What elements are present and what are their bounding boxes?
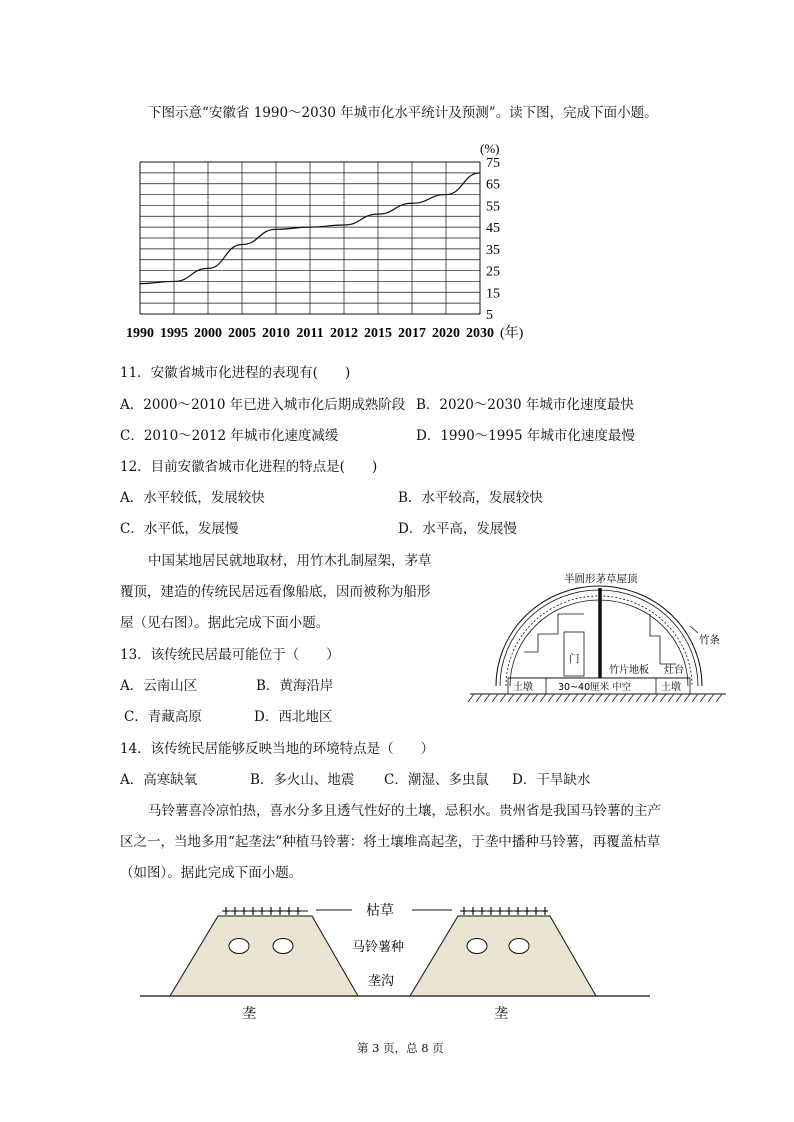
boat-house-diagram xyxy=(466,566,728,706)
q11-stem: 11．安徽省城市化进程的表现有( ) xyxy=(120,365,351,381)
y-tick-label: 45 xyxy=(486,221,500,237)
potato-passage-line-2: 区之一，当地多用“起垄法”种植马铃薯：将土壤堆高起垄，于垄中播种马铃薯，再覆盖枯草 xyxy=(120,834,661,850)
chart-intro-text: 下图示意“安徽省 1990～2030 年城市化水平统计及预测”。读下图，完成下面小题。 xyxy=(148,105,658,121)
seed-label: 马铃薯种 xyxy=(352,940,405,955)
q11-option-c[interactable]: C．2010～2012 年城市化速度减缓 xyxy=(120,428,339,444)
q13-option-b[interactable]: B．黄海沿岸 xyxy=(256,678,334,694)
straw-label: 枯草 xyxy=(366,903,394,919)
y-tick-label: 65 xyxy=(486,177,500,193)
chart-x-ticks xyxy=(126,326,494,341)
y-tick-label: 5 xyxy=(486,308,493,323)
ground-hatching xyxy=(468,694,722,702)
q11-option-a[interactable]: A．2000～2010 年已进入城市化后期成熟阶段 xyxy=(120,397,406,413)
house-passage-line-1: 中国某地居民就地取材，用竹木扎制屋架，茅草 xyxy=(148,553,432,569)
potato-passage-line-1: 马铃薯喜冷凉怕热，喜水分多且透气性好的土壤，忌积水。贵州省是我国马铃薯的主产 xyxy=(148,803,661,819)
urbanization-chart xyxy=(112,138,532,343)
ridge-right-label: 垄 xyxy=(494,1006,508,1022)
house-passage-line-3: 屋（见右图）。据此完成下面小题。 xyxy=(120,615,330,631)
q12-option-c[interactable]: C．水平低，发展慢 xyxy=(120,521,239,537)
chart-y-ticks xyxy=(486,156,500,323)
q13-option-d[interactable]: D．西北地区 xyxy=(254,709,333,725)
floor-label: 竹片地板 xyxy=(609,665,649,676)
chart-x-unit-label: (年) xyxy=(500,326,524,341)
x-tick-label: 2012 xyxy=(330,326,358,341)
chart-unit-label: (%) xyxy=(480,141,500,156)
q14-option-a[interactable]: A．高寒缺氧 xyxy=(120,772,198,788)
x-tick-label: 2015 xyxy=(364,326,392,341)
chart-grid xyxy=(140,162,480,314)
y-tick-label: 35 xyxy=(486,242,500,258)
y-tick-label: 15 xyxy=(486,286,500,302)
ridge-planting-diagram xyxy=(140,896,660,1026)
x-tick-label: 2030 xyxy=(466,326,494,341)
q12-option-b[interactable]: B．水平较高，发展较快 xyxy=(398,490,543,506)
page-footer: 第 3 页，总 8 页 xyxy=(357,1041,444,1055)
x-tick-label: 2010 xyxy=(262,326,290,341)
y-tick-label: 75 xyxy=(486,156,500,171)
q14-option-d[interactable]: D．干旱缺水 xyxy=(512,772,591,788)
straw-marks-left xyxy=(222,907,308,915)
door-label: 门 xyxy=(569,653,580,665)
q13-option-c[interactable]: C．青藏高原 xyxy=(124,709,202,725)
q14-option-c[interactable]: C．潮湿、多虫鼠 xyxy=(384,772,489,788)
y-tick-label: 25 xyxy=(486,264,500,280)
potato-passage-line-3: （如图）。据此完成下面小题。 xyxy=(120,865,303,881)
house-passage-line-2: 覆顶，建造的传统民居远看像船底，因而被称为船形 xyxy=(120,584,431,600)
q11-option-d[interactable]: D．1990～1995 年城市化速度最慢 xyxy=(416,428,635,444)
q12-stem: 12．目前安徽省城市化进程的特点是( ) xyxy=(120,459,378,475)
furrow-label: 垄沟 xyxy=(368,974,395,989)
wall-left-label: 土墩 xyxy=(513,682,533,693)
gap-label: 30~40厘米 中空 xyxy=(558,682,632,693)
y-tick-label: 55 xyxy=(486,199,500,215)
stove-label: 灶台 xyxy=(664,665,684,676)
q13-option-a[interactable]: A．云南山区 xyxy=(120,678,198,694)
q14-stem: 14．该传统民居能够反映当地的环境特点是（ ） xyxy=(120,741,435,757)
x-tick-label: 2020 xyxy=(432,326,460,341)
q14-option-b[interactable]: B．多火山、地震 xyxy=(250,772,355,788)
x-tick-label: 2005 xyxy=(228,326,256,341)
q12-option-a[interactable]: A．水平较低，发展较快 xyxy=(120,490,265,506)
q11-option-b[interactable]: B．2020～2030 年城市化速度最快 xyxy=(416,397,634,413)
wall-right-label: 土墩 xyxy=(661,682,681,693)
q13-stem: 13．该传统民居最可能位于（ ） xyxy=(120,647,340,663)
straw-marks-right xyxy=(460,907,548,915)
roof-label: 半圆形茅草屋顶 xyxy=(564,573,638,585)
x-tick-label: 1990 xyxy=(126,326,154,341)
x-tick-label: 2017 xyxy=(398,326,426,341)
bamboo-label: 竹条 xyxy=(699,634,720,646)
ridge-left-label: 垄 xyxy=(242,1006,256,1022)
x-tick-label: 2000 xyxy=(194,326,222,341)
x-tick-label: 1995 xyxy=(160,326,188,341)
x-tick-label: 2011 xyxy=(296,326,324,341)
q12-option-d[interactable]: D．水平高，发展慢 xyxy=(398,521,517,537)
